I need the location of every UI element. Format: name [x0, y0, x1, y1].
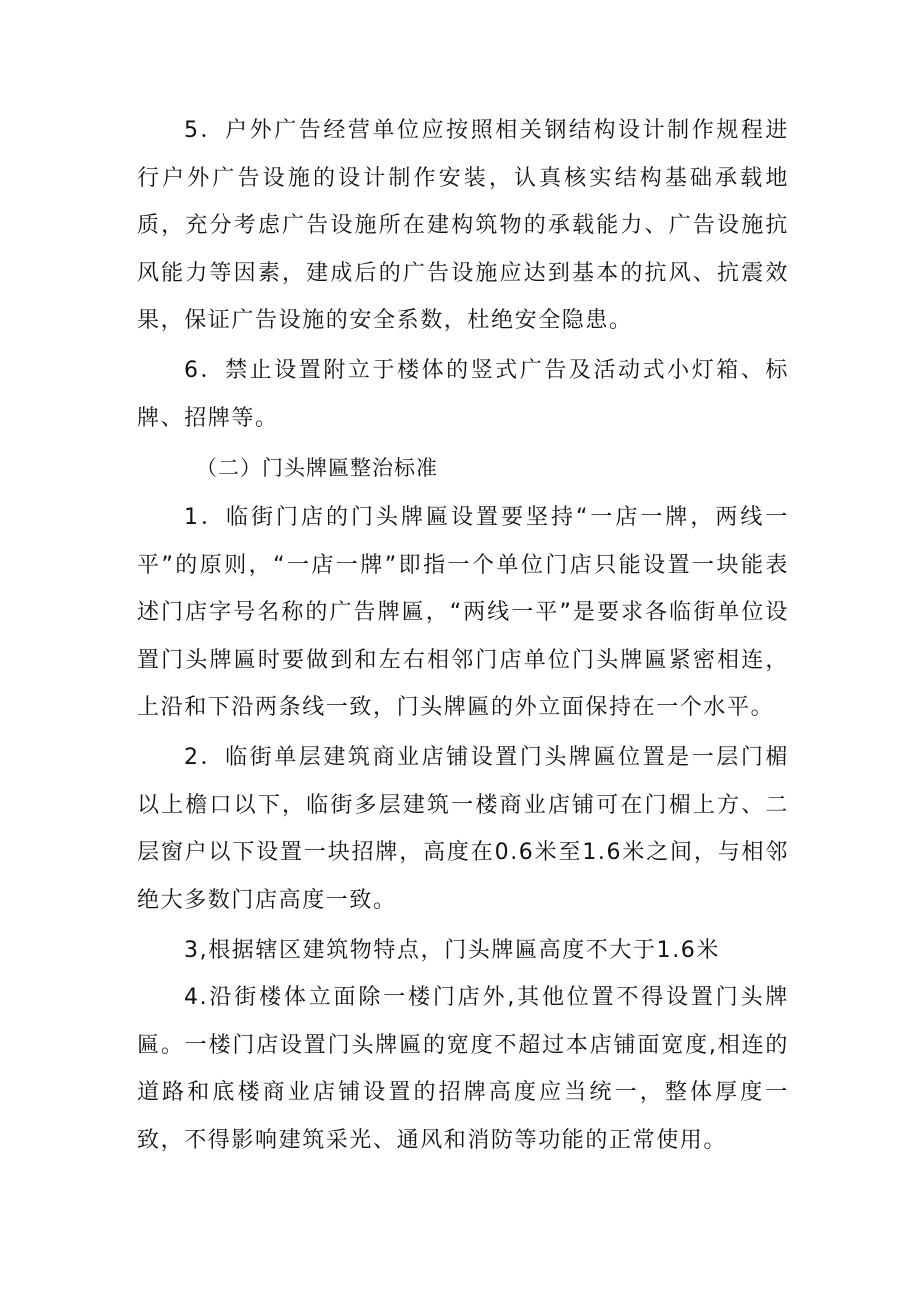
paragraph-item-2: 2．临街单层建筑商业店铺设置门头牌匾位置是一层门楣以上檐口以下，临街多层建筑一楼商业店铺可在门楣上方、二层窗户以下设置一块招牌，高度在0.6米至1.6米之间，与相邻绝大多数门店高度一致。 — [137, 745, 789, 913]
section-heading: （二）门头牌匾整治标准 — [196, 456, 438, 480]
paragraph-item-5: 5．户外广告经营单位应按照相关钢结构设计制作规程进行户外广告设施的设计制作安装，认真核实结构基础承载地质，充分考虑广告设施所在建构筑物的承载能力、广告设施抗风能力等因素，建成后的广告设施应达到基本的抗风、抗震效果，保证广告设施的安全系数，杜绝安全隐患。 — [137, 118, 789, 333]
paragraph-item-6: 6．禁止设置附立于楼体的竖式广告及活动式小灯箱、标牌、招牌等。 — [137, 358, 789, 431]
paragraph-item-3: 3,根据辖区建筑物特点，门头牌匾高度不大于1.6米 — [184, 938, 720, 963]
paragraph-item-1: 1．临街门店的门头牌匾设置要坚持“一店一牌，两线一平”的原则，“一店一牌”即指一个单位门店只能设置一块能表述门店字号名称的广告牌匾，“两线一平”是要求各临街单位设置门头牌匾时要做到和左右相邻门店单位门头牌匾紧密相连，上沿和下沿两条线一致，门头牌匾的外立面保持在一个水平。 — [137, 505, 789, 720]
paragraph-item-4: 4.沿街楼体立面除一楼门店外,其他位置不得设置门头牌匾。一楼门店设置门头牌匾的宽度不超过本店铺面宽度,相连的道路和底楼商业店铺设置的招牌高度应当统一，整体厚度一致，不得影响建筑采光、通风和消防等功能的正常使用。 — [137, 985, 789, 1153]
